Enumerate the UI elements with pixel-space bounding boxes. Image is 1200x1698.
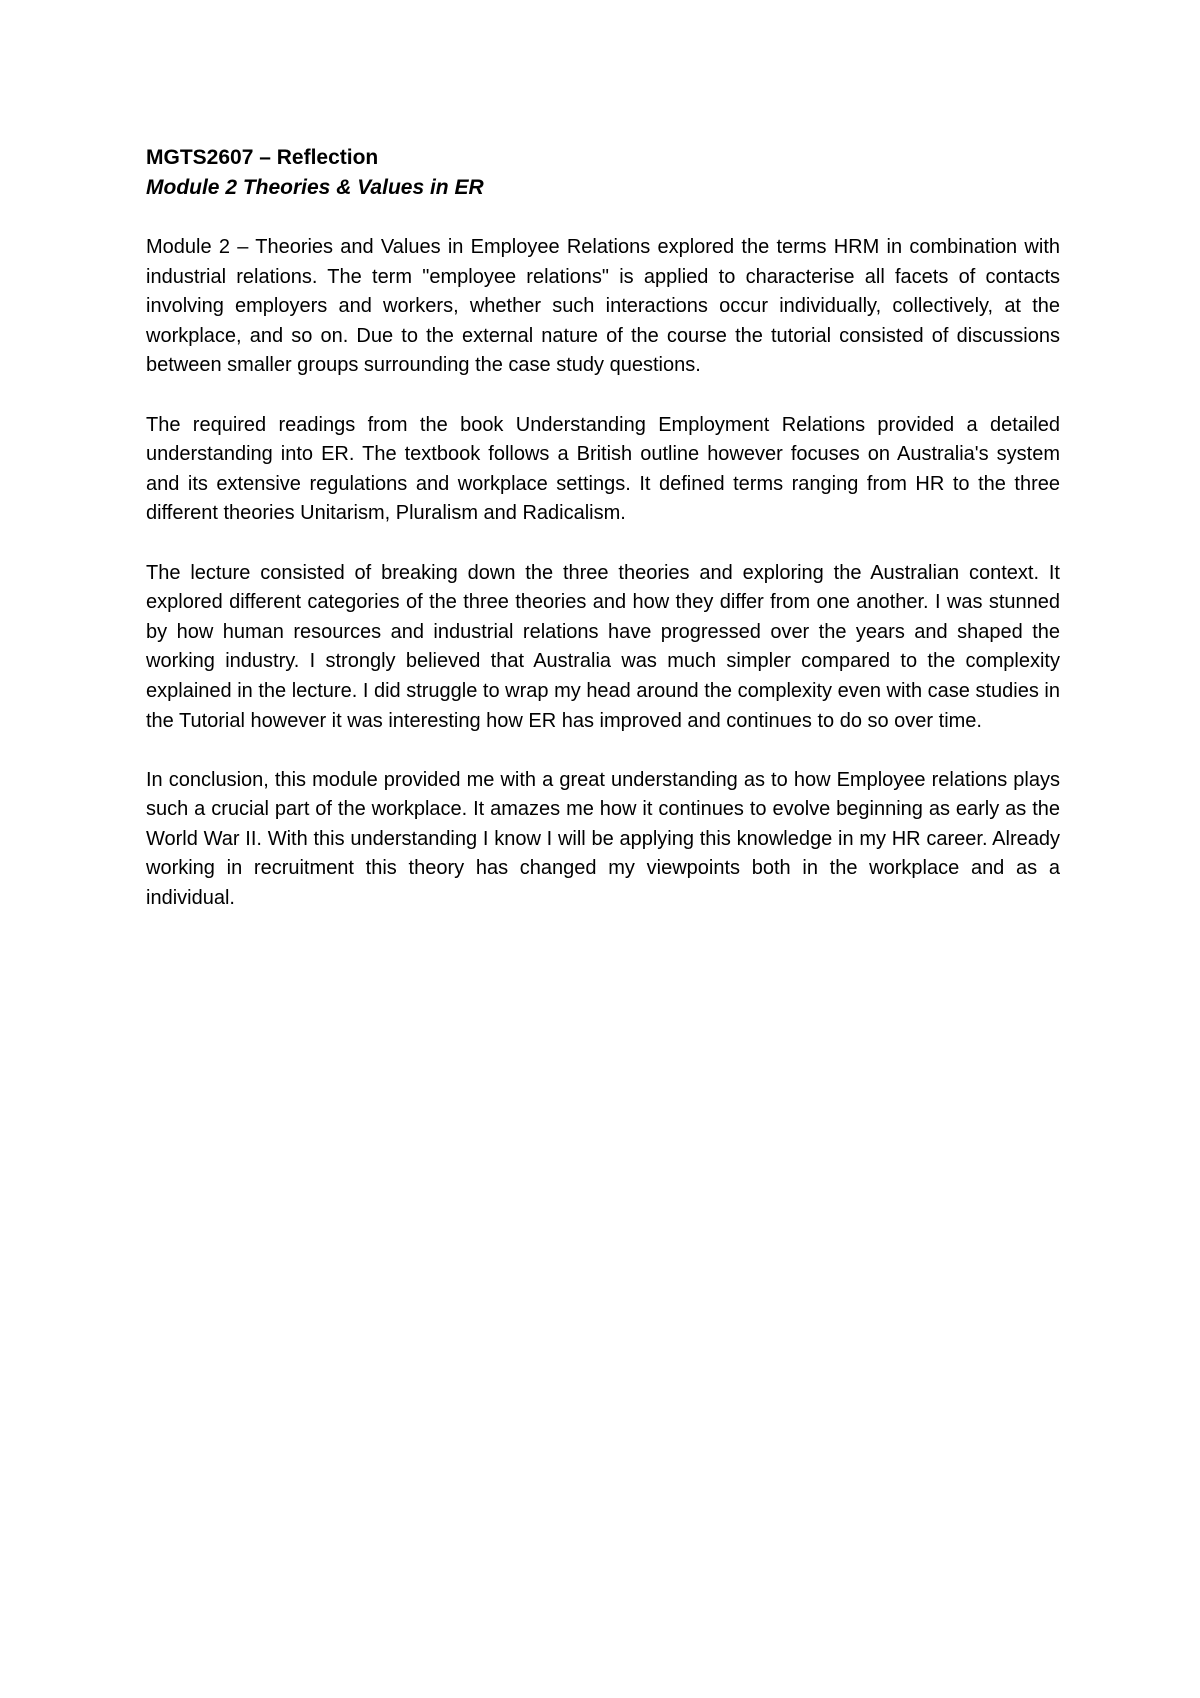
document-subtitle: Module 2 Theories & Values in ER (146, 176, 484, 199)
document-title: MGTS2607 – Reflection (146, 146, 379, 169)
document-page (146, 143, 1060, 914)
paragraph-lecture: The lecture consisted of breaking down the three theories and exploring the Australian context. It explored different categories of the three theories and how they differ from one another. I was stunned by how human resources and industrial relations have progressed over the years and shaped the working industry. I strongly believed that Australia was much simpler compared to the complexity explained in the lecture. I did struggle to wrap my head around the complexity even with case studies in the Tutorial however it was interesting how ER has improved and continues to do so over time. (146, 561, 1060, 732)
paragraph-readings: The required readings from the book Understanding Employment Relations provided a detailed understanding into ER. The textbook follows a British outline however focuses on Australia's system and its extensive regulations and workplace settings. It defined terms ranging from HR to the three different theories Unitarism, Pluralism and Radicalism. (146, 413, 1060, 525)
paragraph-introduction: Module 2 – Theories and Values in Employee Relations explored the terms HRM in combination with industrial relations. The term "employee relations" is applied to characterise all facets of contacts involving employers and workers, whether such interactions occur individually, collectively, at the workplace, and so on. Due to the external nature of the course the tutorial consisted of discussions between smaller groups surrounding the case study questions. (146, 236, 1060, 377)
paragraph-conclusion: In conclusion, this module provided me with a great understanding as to how Employee relations plays such a crucial part of the workplace. It amazes me how it continues to evolve beginning as early as the World War II. With this understanding I know I will be applying this knowledge in my HR career. Already working in recruitment this theory has changed my viewpoints both in the workplace and as a individual. (146, 768, 1060, 910)
